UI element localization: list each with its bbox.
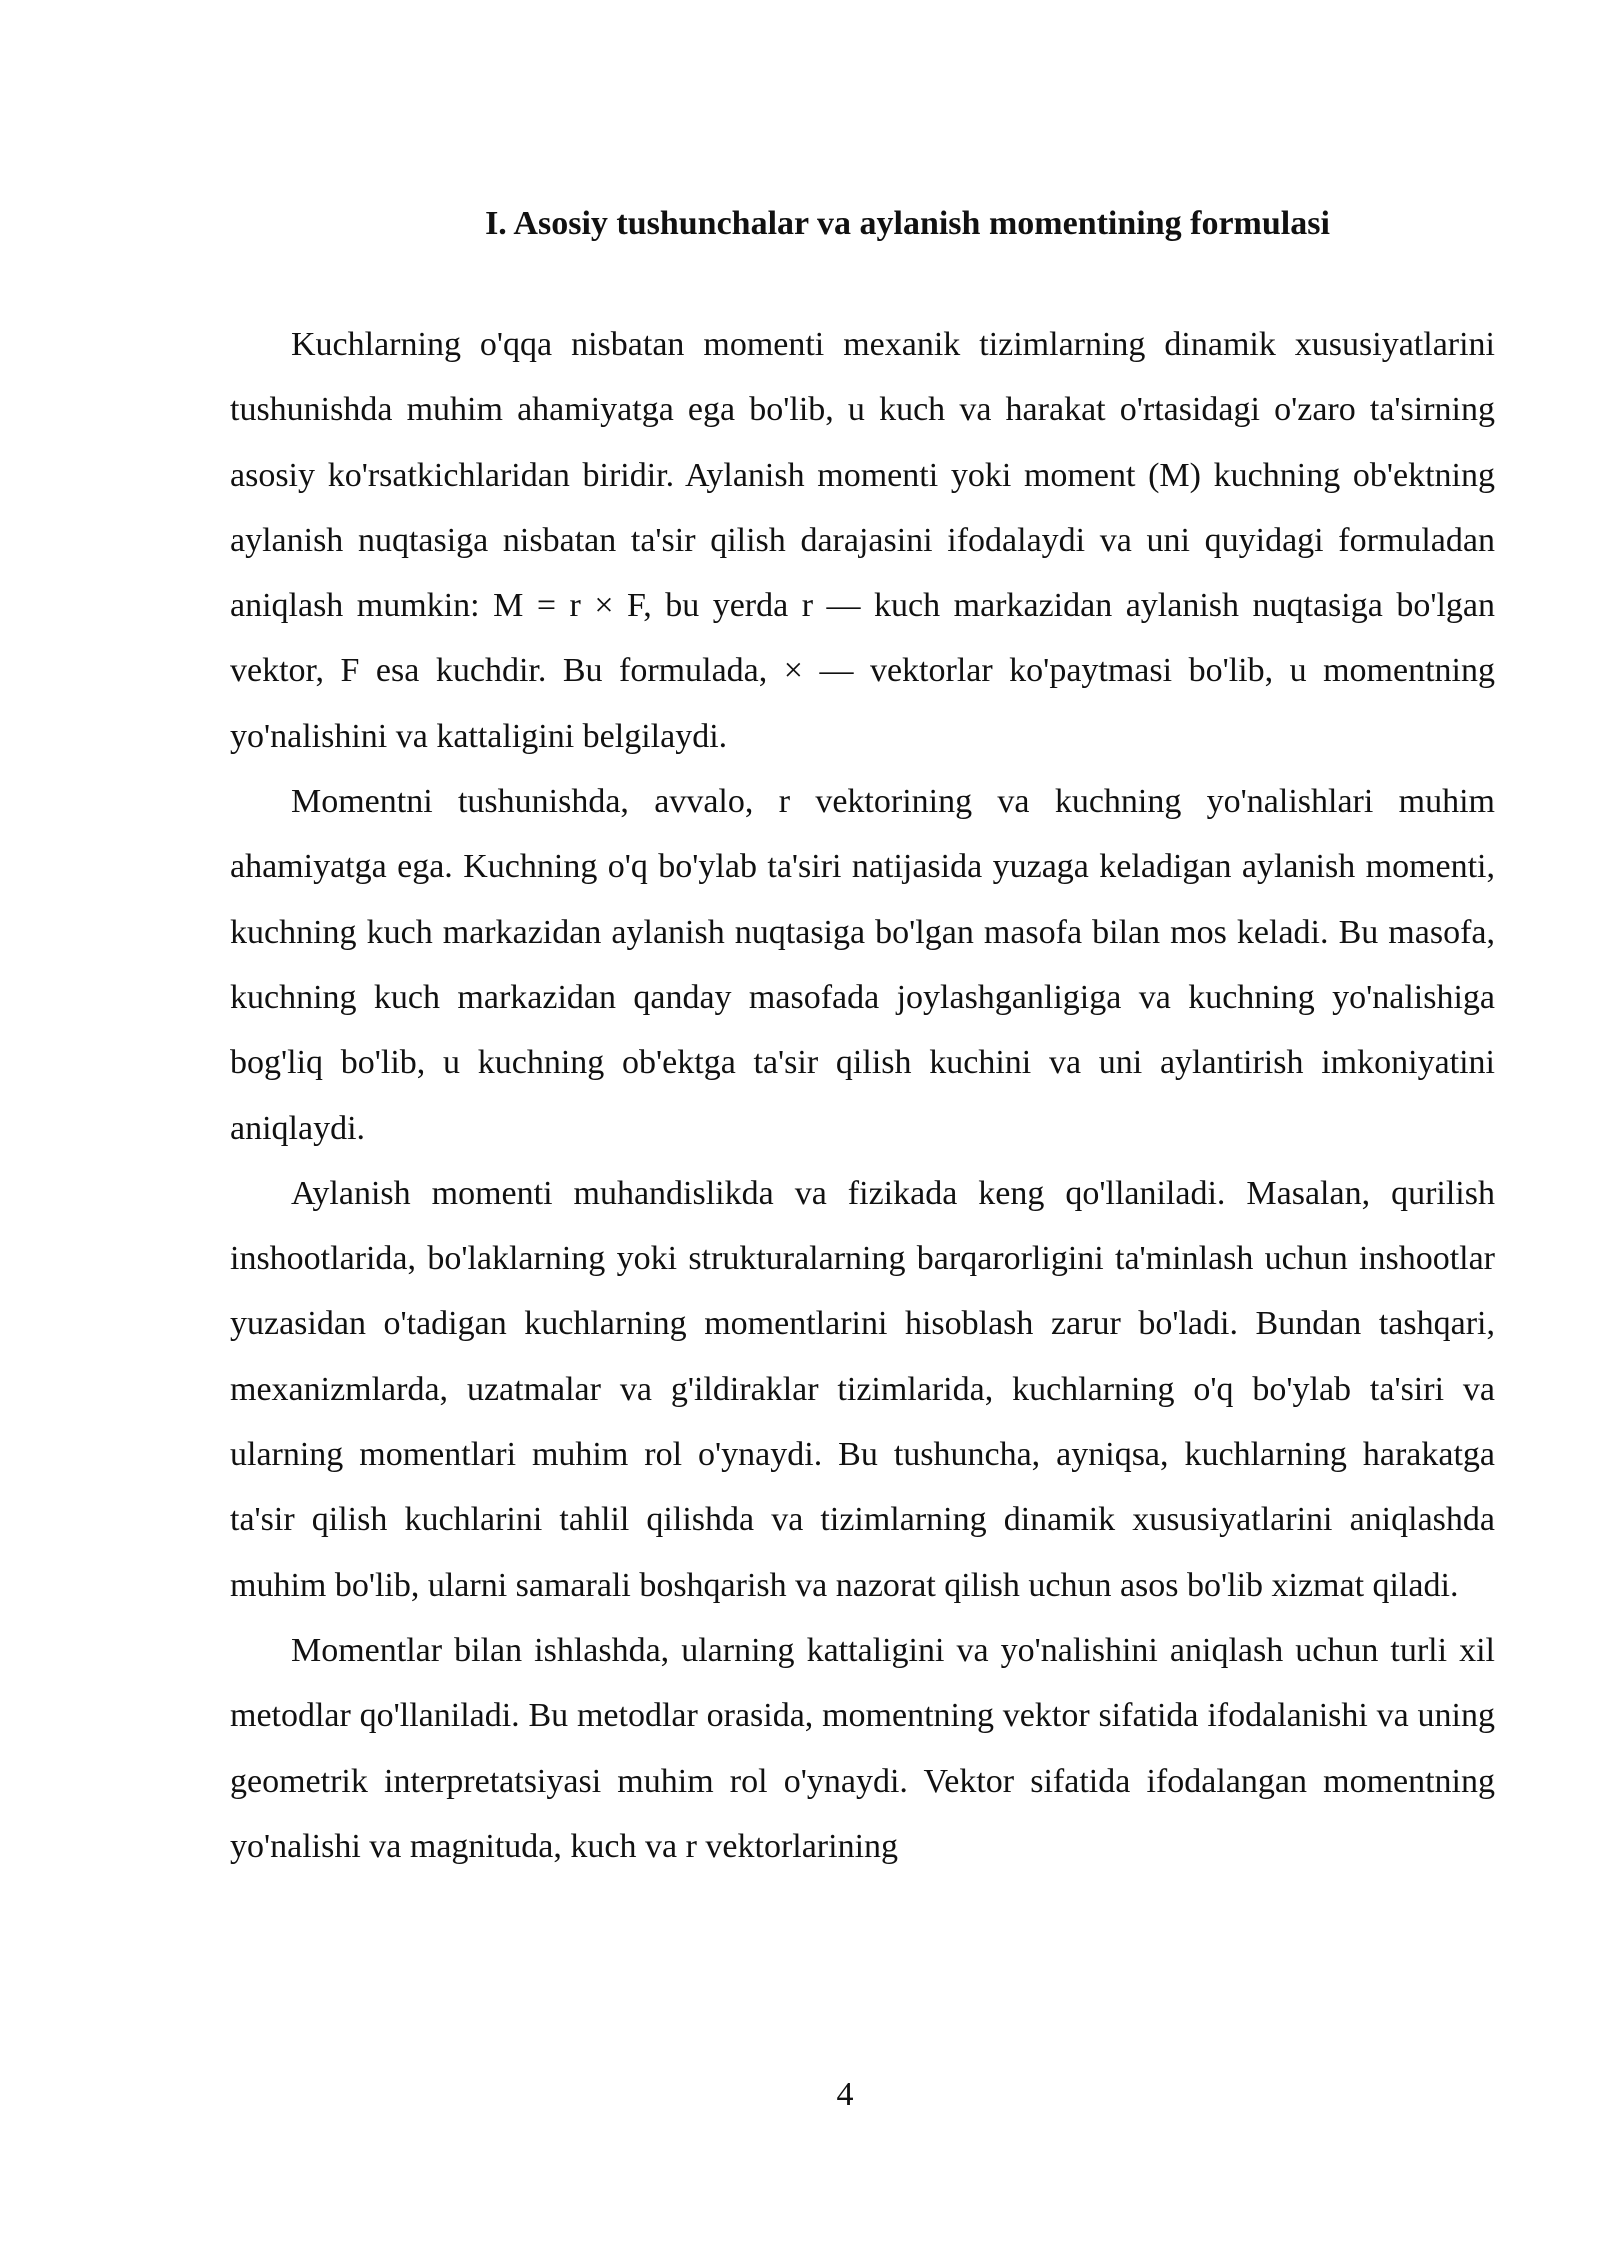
body-text: [230, 312, 1495, 1879]
paragraph-4: Momentlar bilan ishlashda, ularning kattaligini va yo'nalishini aniqlash uchun turli xil metodlar qo'llaniladi. Bu metodlar orasida, momentning vektor sifatida ifodalanishi va uning geometrik interpretatsiyasi muhim rol o'ynaydi. Vektor sifatida ifodalangan momentning yo'nalishi va magnituda, kuch va r vektorlarining: [230, 1631, 1495, 1865]
paragraph-3: Aylanish momenti muhandislikda va fizikada keng qo'llaniladi. Masalan, qurilish inshootlarida, bo'laklarning yoki strukturalarning barqarorligini ta'minlash uchun inshootlar yuzasidan o'tadigan kuchlarning momentlarini hisoblash zarur bo'ladi. Bundan tashqari, mexanizmlarda, uzatmalar va g'ildiraklar tizimlarida, kuchlarning o'q bo'ylab ta'siri va ularning momentlari muhim rol o'ynaydi. Bu tushuncha, ayniqsa, kuchlarning harakatga ta'sir qilish kuchlarini tahlil qilishda va tizimlarning dinamik xususiyatlarini aniqlashda muhim bo'lib, ularni samarali boshqarish va nazorat qilish uchun asos bo'lib xizmat qiladi.: [230, 1174, 1495, 1604]
paragraph-2: Momentni tushunishda, avvalo, r vektorining va kuchning yo'nalishlari muhim ahamiyatga ega. Kuchning o'q bo'ylab ta'siri natijasida yuzaga keladigan aylanish momenti, kuchning kuch markazidan aylanish nuqtasiga bo'lgan masofa bilan mos keladi. Bu masofa, kuchning kuch markazidan qanday masofada joylashganligiga va kuchning yo'nalishiga bog'liq bo'lib, u kuchning ob'ektga ta'sir qilish kuchini va uni aylantirish imkoniyatini aniqlaydi.: [230, 783, 1495, 1147]
paragraph-1: Kuchlarning o'qqa nisbatan momenti mexanik tizimlarning dinamik xususiyatlarini tushunishda muhim ahamiyatga ega bo'lib, u kuch va harakat o'rtasidagi o'zaro ta'sirning asosiy ko'rsatkichlaridan biridir. Aylanish momenti yoki moment (M) kuchning ob'ektning aylanish nuqtasiga nisbatan ta'sir qilish darajasini ifodalaydi va uni quyidagi formuladan aniqlash mumkin: M = r × F, bu yerda r — kuch markazidan aylanish nuqtasiga bo'lgan vektor, F esa kuchdir. Bu formulada, × — vektorlar ko'paytmasi bo'lib, u momentning yo'nalishini va kattaligini belgilaydi.: [230, 326, 1495, 755]
page-number: 4: [836, 2076, 854, 2113]
section-heading: I. Asosiy tushunchalar va aylanish momentining formulasi: [485, 205, 1330, 242]
